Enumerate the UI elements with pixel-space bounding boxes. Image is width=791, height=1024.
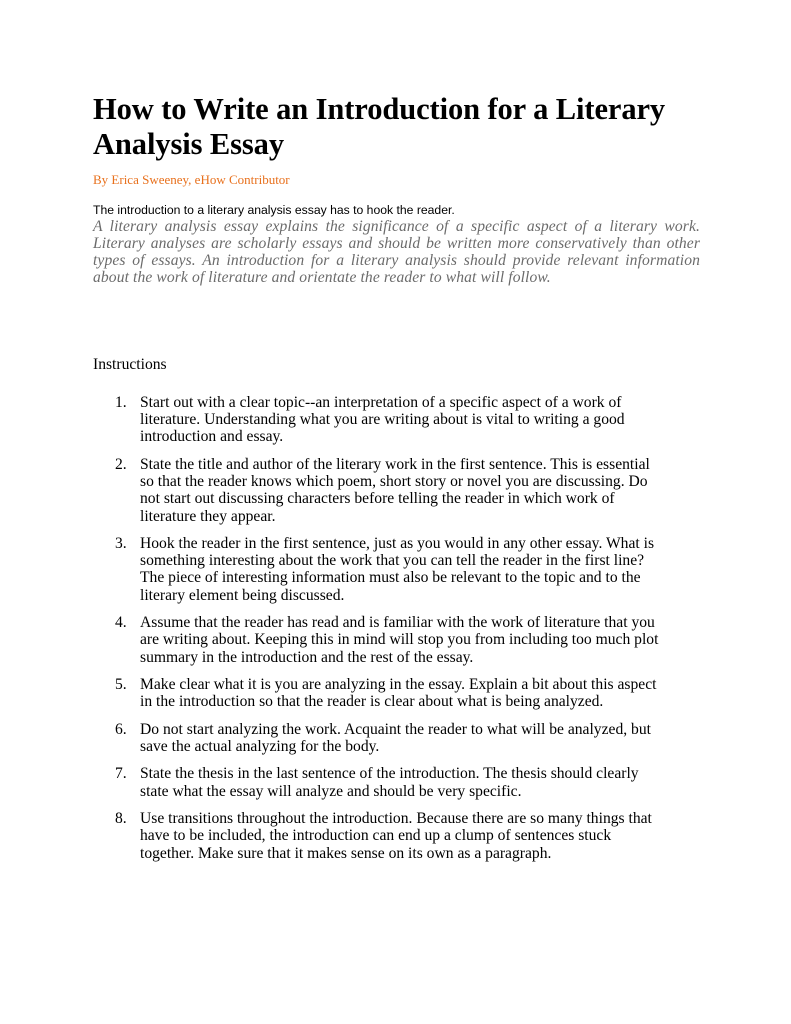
list-item-number: 7. (115, 765, 127, 783)
article-title: How to Write an Introduction for a Literary Analysis Essay (93, 92, 666, 161)
list-item (93, 810, 663, 862)
list-item (93, 614, 663, 666)
list-item-number: 1. (115, 394, 127, 411)
list-item-text: Hook the reader in the first sentence, just as you would in any other essay. What is something interesting about the work that you can tell the reader in the first line? The piece of interesting information must also be relevant to the topic and to the literary element being discussed. (140, 535, 655, 604)
list-item-text: Use transitions throughout the introduction. Because there are so many things that have to be included, the introduction can end up a clump of sentences stuck together. Make sure that it makes sense on its own as a paragraph. (140, 810, 652, 862)
instructions-heading: Instructions (93, 356, 167, 373)
list-item (93, 676, 663, 710)
instructions-list (93, 394, 663, 862)
lead-paragraph: A literary analysis essay explains the significance of a specific aspect of a literary work. Literary analyses are scholarly essays and should be written more conservatively than other types of essays. An introduction for a literary analysis should provide relevant information about the work of literature and orientate the reader to what will follow. (93, 218, 700, 286)
list-item-number: 2. (115, 455, 127, 473)
image-caption: The introduction to a literary analysis essay has to hook the reader. (93, 203, 455, 217)
document-page (93, 92, 700, 872)
list-item-text: State the title and author of the literary work in the first sentence. This is essential so that the reader knows which poem, short story or novel you are discussing. Do not start out discussing characters before telling the reader in which work of literature they appear. (140, 455, 650, 525)
list-item-text: Make clear what it is you are analyzing in the essay. Explain a bit about this aspect in the introduction so that the reader is clear about what is being analyzed. (140, 676, 657, 711)
list-item (93, 721, 663, 755)
list-item-text: State the thesis in the last sentence of the introduction. The thesis should clearly state what the essay will analyze and should be very specific. (140, 765, 639, 800)
list-item (93, 394, 663, 446)
list-item-number: 6. (115, 720, 127, 738)
list-item-number: 5. (115, 676, 127, 694)
list-item-text: Start out with a clear topic--an interpretation of a specific aspect of a work of literature. Understanding what you are writing about is vital to writing a good introduction and essay. (140, 394, 625, 446)
list-item-text: Do not start analyzing the work. Acquaint the reader to what will be analyzed, but save the actual analyzing for the body. (140, 720, 651, 755)
list-item (93, 765, 663, 799)
list-item-text: Assume that the reader has read and is familiar with the work of literature that you are writing about. Keeping this in mind will stop you from including too much plot summary in the introduction and the rest of the essay. (140, 614, 659, 666)
list-item (93, 456, 663, 525)
list-item-number: 4. (115, 614, 127, 632)
byline: By Erica Sweeney, eHow Contributor (93, 172, 290, 187)
list-item-number: 3. (115, 535, 127, 553)
list-item (93, 535, 663, 604)
list-item-number: 8. (115, 810, 127, 828)
